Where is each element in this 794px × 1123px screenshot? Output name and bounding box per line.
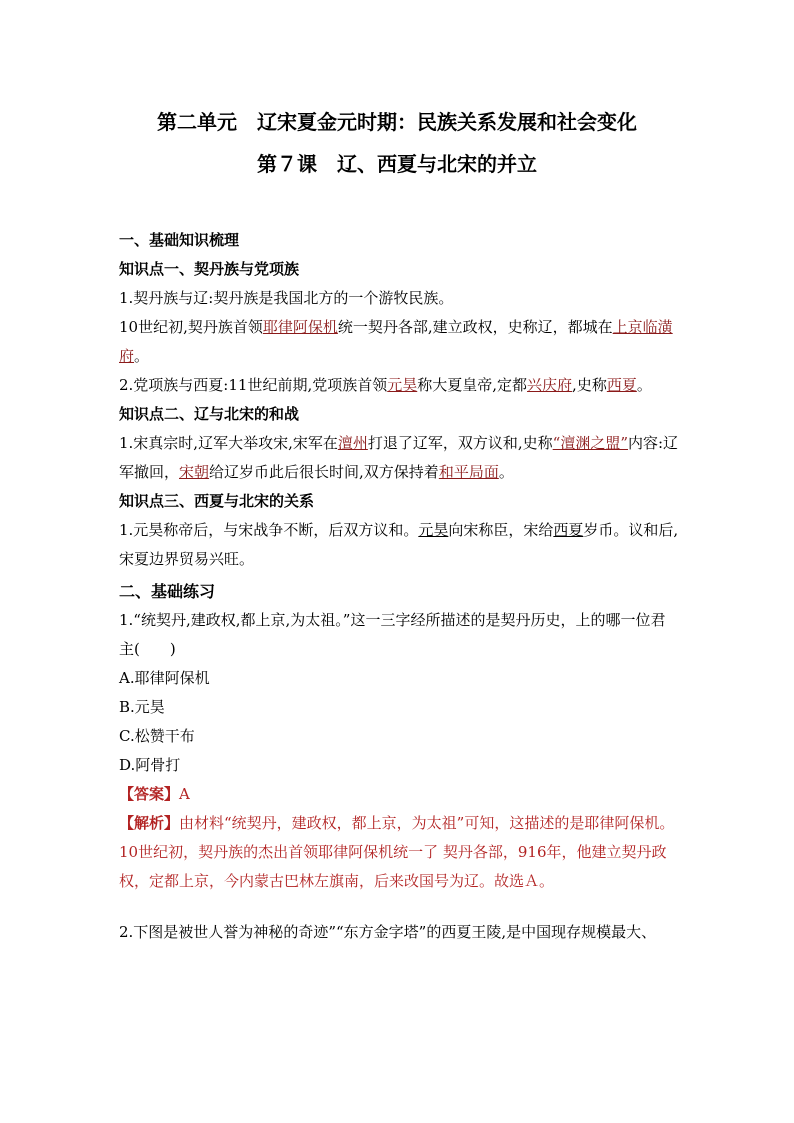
blank-answer: 和平局面 — [438, 463, 499, 481]
analysis-tag: 【解析】 — [119, 814, 180, 832]
unit-title: 第二单元 辽宋夏金元时期：民族关系发展和社会变化 — [157, 110, 637, 134]
kp3-paragraph — [119, 516, 679, 574]
question-1-option-c: C.松赞干布 — [119, 727, 195, 745]
kp2-heading: 知识点二、辽与北宋的和战 — [119, 405, 300, 423]
section-heading-practice: 二、基础练习 — [119, 582, 216, 601]
text: 岁币。议和后,宋夏边界贸易兴旺。 — [119, 521, 679, 568]
text: 打退了辽军，双方议和,史称 — [367, 434, 553, 452]
text: 向宋称臣，宋给 — [448, 521, 554, 539]
text: 。 — [498, 463, 514, 481]
text: 称大夏皇帝,定都 — [417, 376, 528, 394]
document-body — [119, 226, 679, 947]
question-1-option-b: B.元昊 — [119, 698, 165, 716]
answer-tag: 【答案】 — [119, 785, 180, 803]
blank-answer: 兴庆府 — [527, 376, 573, 394]
blank-answer: 澶州 — [337, 434, 368, 452]
kp1-line3 — [119, 371, 679, 400]
kp1-heading: 知识点一、契丹族与党项族 — [119, 260, 300, 278]
blank-answer: 元昊 — [387, 376, 418, 394]
text: 1.宋真宗时,辽军大举攻宋,宋军在 — [119, 434, 338, 452]
text: 。 — [636, 376, 652, 394]
question-2-stem: 2.下图是被世人誉为神秘的奇迹”“东方金字塔”的西夏王陵,是中国现存规模最大、 — [119, 923, 657, 941]
text: 给辽岁币此后很长时间,双方保持着 — [209, 463, 439, 481]
answer-value: A — [179, 785, 190, 803]
text: 1.元昊称帝后，与宋战争不断，后双方议和。 — [119, 521, 419, 539]
text: 。 — [134, 347, 150, 365]
blank-answer: 元昊 — [418, 521, 449, 539]
question-1-option-d: D.阿骨打 — [119, 756, 181, 774]
blank-answer: 耶律阿保机 — [262, 318, 338, 336]
text: 2.党项族与西夏:11世纪前期,党项族首领 — [119, 376, 388, 394]
spacer — [119, 896, 679, 918]
blank-answer: 宋朝 — [179, 463, 210, 481]
blank-answer: 上京临潢府 — [119, 318, 673, 365]
analysis-text: 由材料“统契丹，建政权，都上京，为太祖”可知，这描述的是耶律阿保机。10世纪初，契丹族的杰出首领耶律阿保机统一了 契丹各部，916年，他建立契丹政权，定都上京，今内蒙古巴林左旗南，后来改国号为辽。故选Ａ。 — [119, 814, 675, 890]
text: ,史称 — [572, 376, 607, 394]
blank-answer: “澶渊之盟” — [552, 434, 628, 452]
kp1-line2 — [119, 313, 679, 371]
question-1-analysis — [119, 809, 679, 896]
kp2-paragraph — [119, 429, 679, 487]
text: 10世纪初,契丹族首领 — [119, 318, 263, 336]
text: 统一契丹各部,建立政权，史称辽，都城在 — [337, 318, 613, 336]
question-1-answer — [119, 780, 679, 809]
question-1-option-a: A.耶律阿保机 — [119, 669, 210, 687]
kp1-line1: 1.契丹族与辽:契丹族是我国北方的一个游牧民族。 — [119, 289, 454, 307]
blank-answer: 西夏 — [553, 521, 584, 539]
lesson-title: 第７课 辽、西夏与北宋的并立 — [257, 152, 537, 176]
section-heading-knowledge: 一、基础知识梳理 — [119, 231, 240, 249]
blank-answer: 西夏 — [606, 376, 637, 394]
question-1-stem: 1.“统契丹,建政权,都上京,为太祖。”这一三字经所描述的是契丹历史，上的哪一位君主( ) — [119, 611, 666, 658]
text: 内容:辽军撤回， — [119, 434, 679, 481]
kp3-heading: 知识点三、西夏与北宋的关系 — [119, 492, 315, 510]
